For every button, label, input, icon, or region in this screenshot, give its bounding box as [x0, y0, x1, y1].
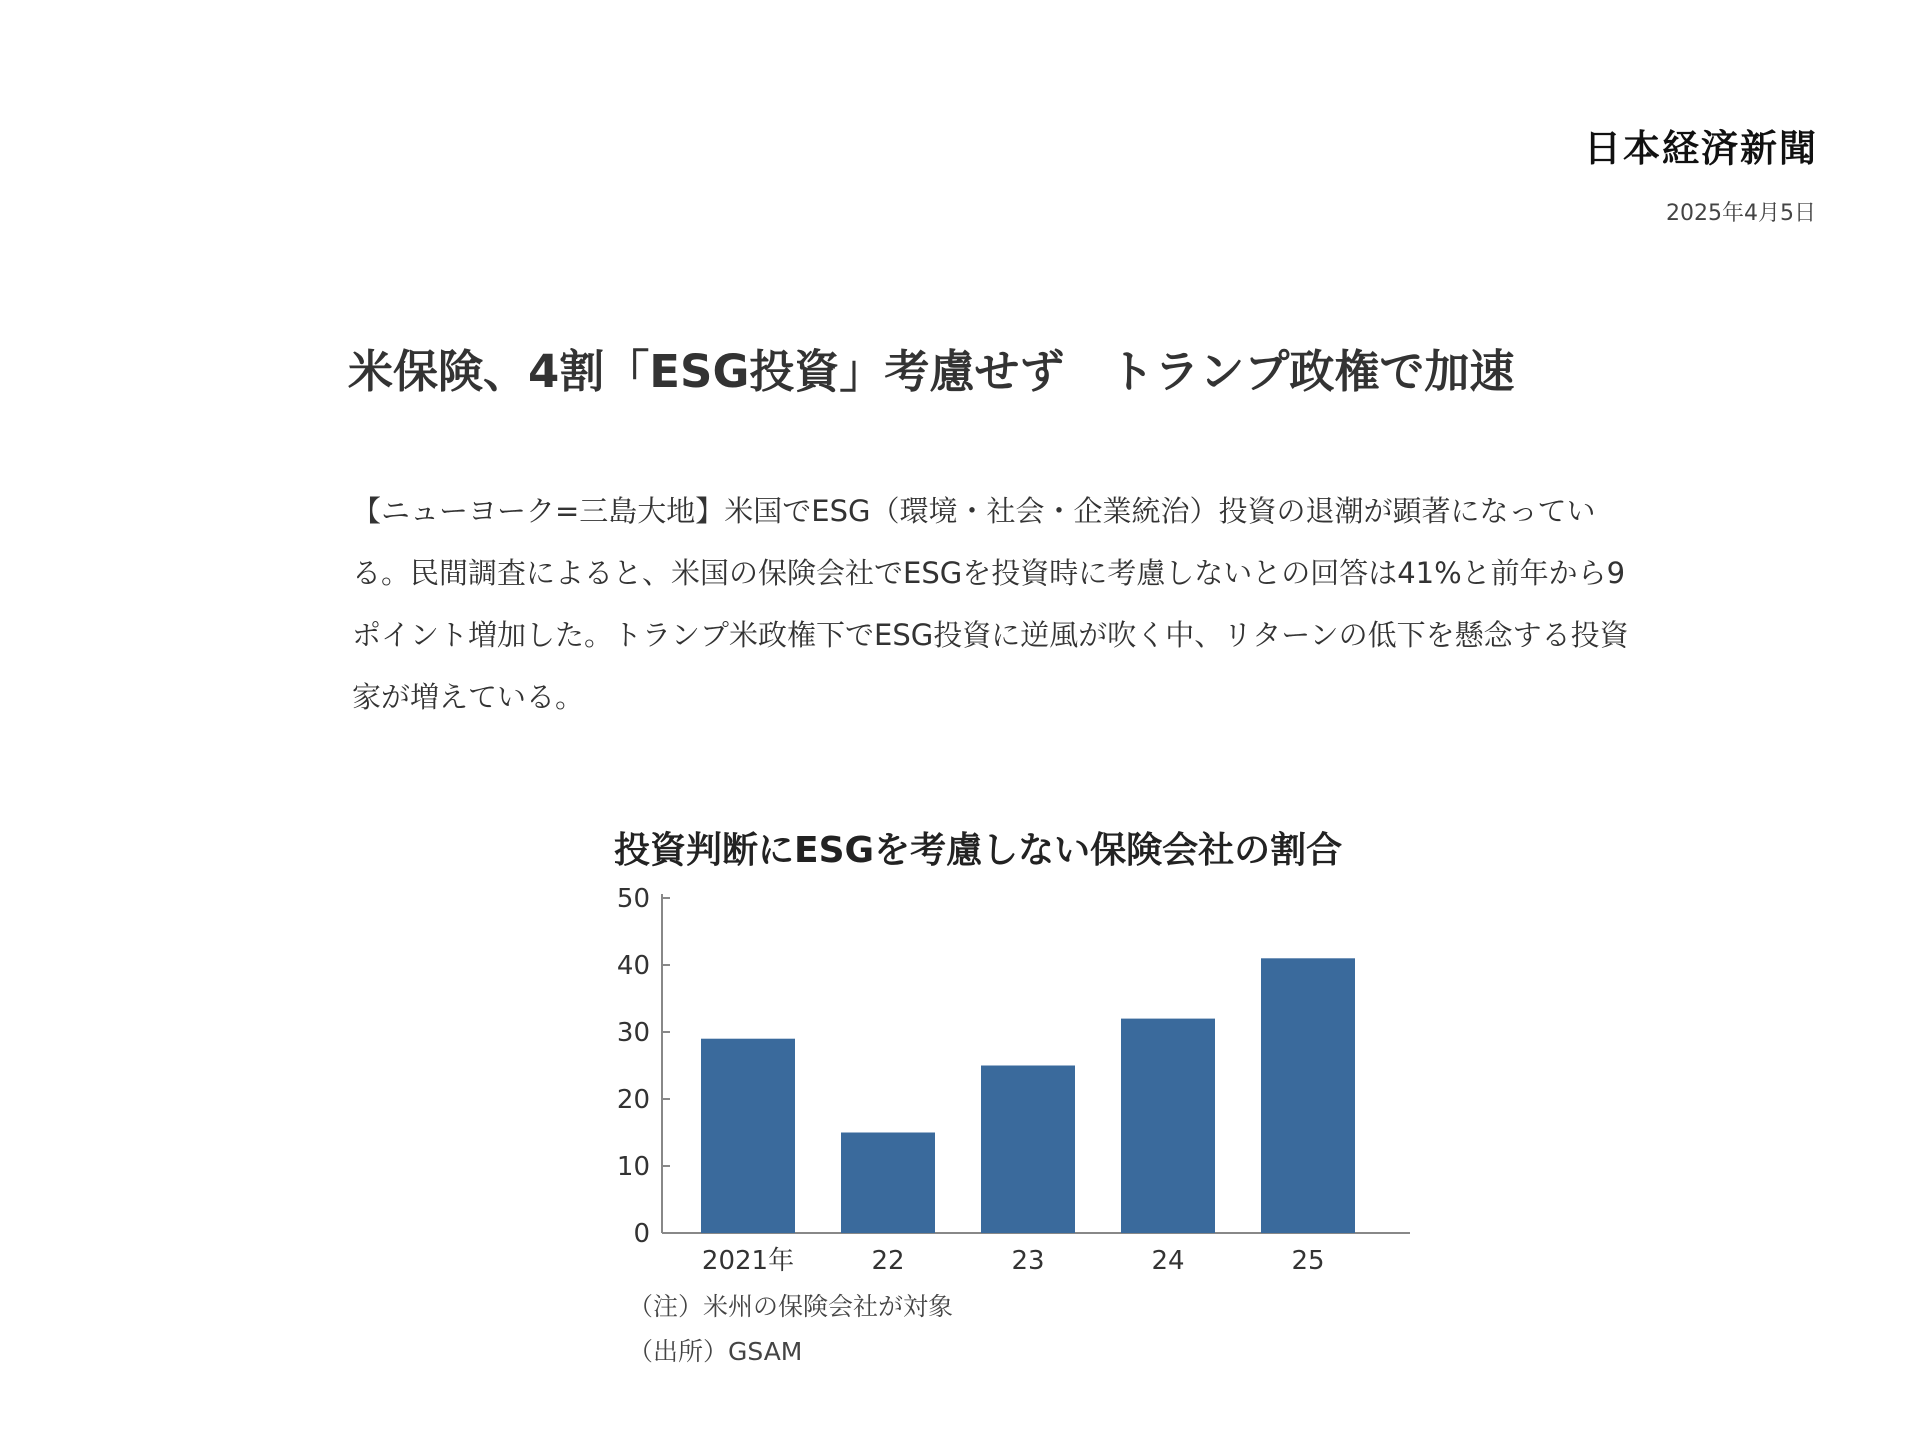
bar-4 [1121, 1019, 1215, 1233]
publish-date: 2025年4月5日 [1666, 201, 1816, 226]
article-headline: 米保険、4割「ESG投資」考慮せず トランプ政権で加速 [348, 345, 1515, 398]
x-tick-label: 22 [871, 1246, 905, 1276]
chart-note: （注）米州の保険会社が対象 [628, 1292, 954, 1321]
x-tick-label: 25 [1291, 1246, 1325, 1276]
article-lead: 【ニューヨーク=三島大地】米国でESG（環境・社会・企業統治）投資の退潮が顕著になっている。民間調査によると、米国の保険会社でESGを投資時に考慮しないとの回答は41%と前年から9ポイント増加した。トランプ米政権下でESG投資に逆風が吹く中、リターンの低下を懸念する投資家が増えている。 [352, 494, 1629, 714]
y-tick-label: 50 [616, 884, 650, 914]
y-tick-label: 40 [616, 951, 650, 981]
bar-1 [701, 1039, 795, 1233]
x-tick-label: 23 [1011, 1246, 1045, 1276]
bar-2 [841, 1133, 935, 1234]
chart-notes [628, 1284, 953, 1374]
newspaper-logo: 日本経済新聞 [1584, 126, 1818, 170]
y-tick-label: 10 [616, 1152, 650, 1182]
y-tick-label: 0 [633, 1219, 650, 1249]
x-tick-label: 2021年 [701, 1246, 795, 1276]
chart-title: 投資判断にESGを考慮しない保険会社の割合 [614, 830, 1343, 871]
bar-5 [1261, 958, 1355, 1233]
chart-source: （出所）GSAM [628, 1337, 803, 1366]
bar-chart [600, 870, 1420, 1280]
y-tick-label: 30 [616, 1018, 650, 1048]
x-tick-label: 24 [1151, 1246, 1185, 1276]
masthead [1584, 126, 1818, 227]
y-tick-label: 20 [616, 1085, 650, 1115]
bar-3 [981, 1066, 1075, 1234]
